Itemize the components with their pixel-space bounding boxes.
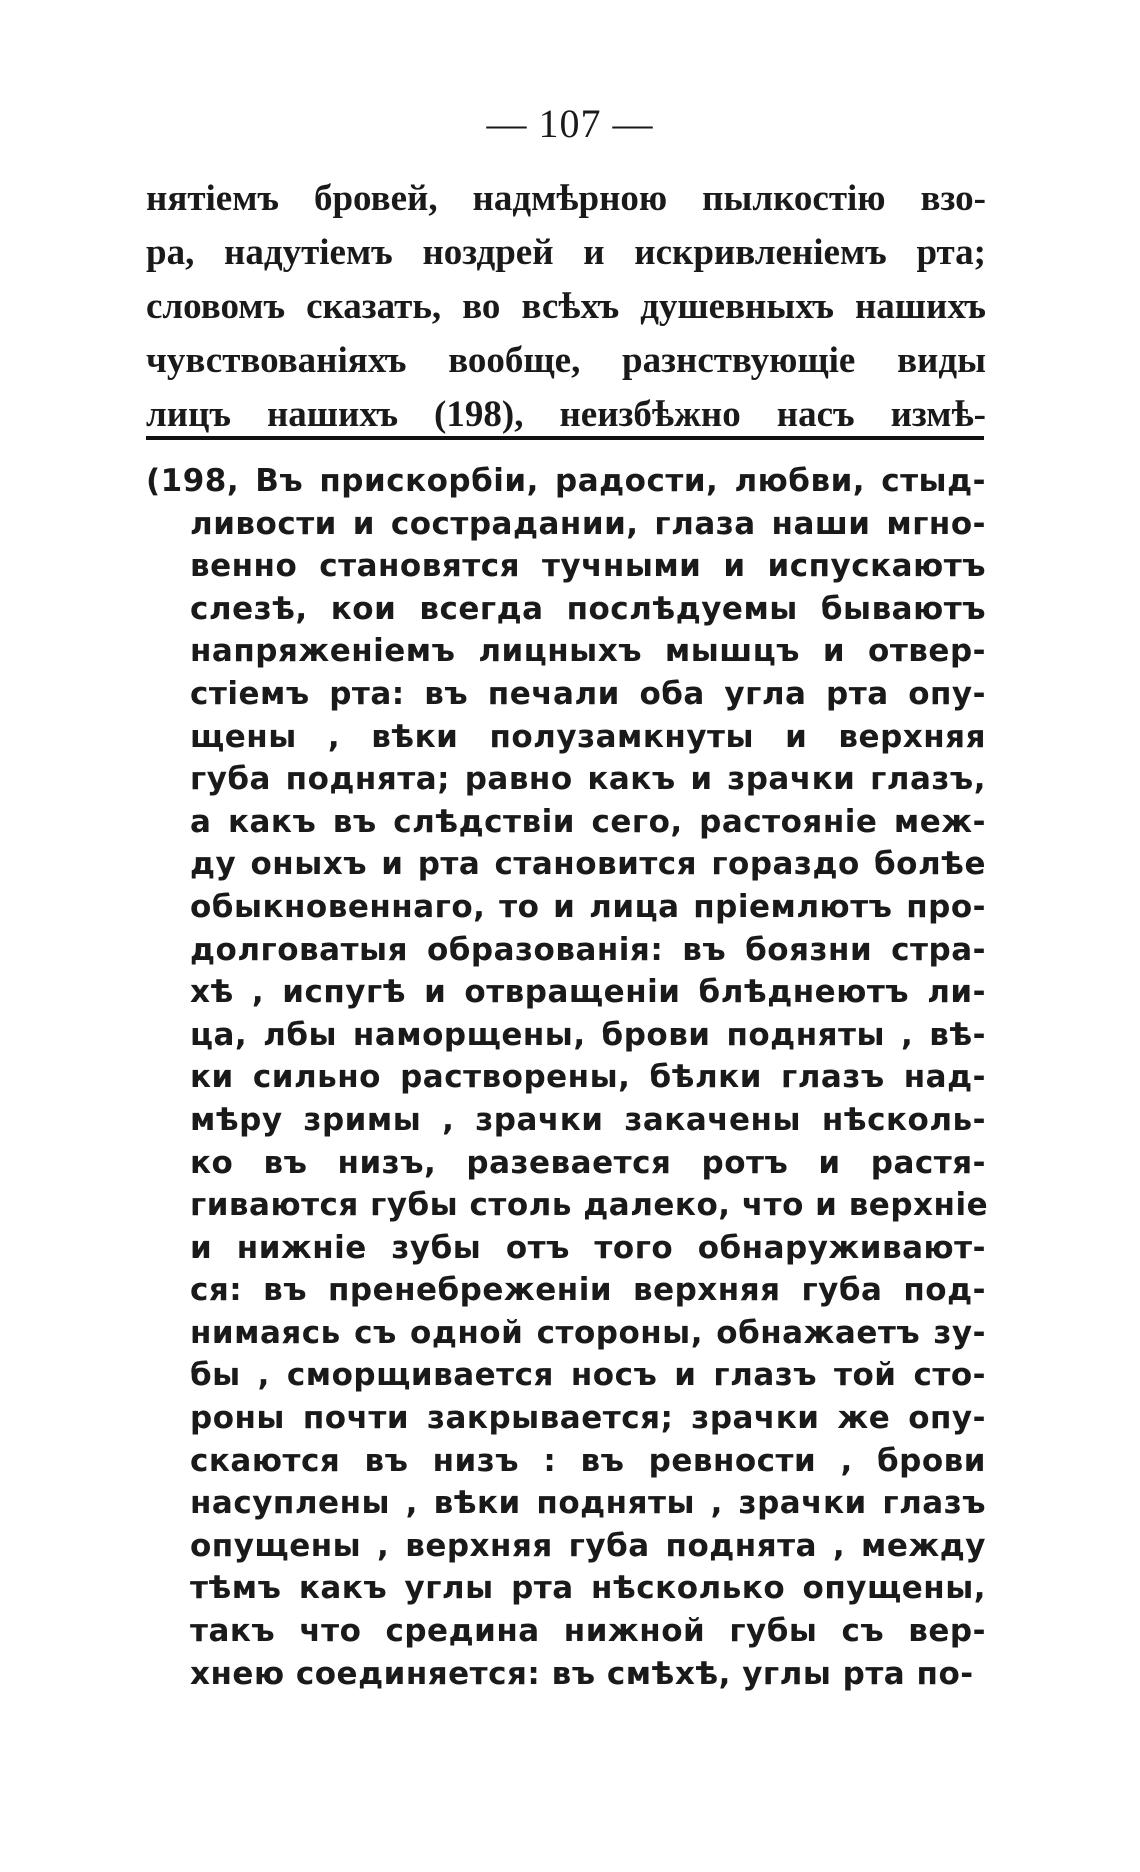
main-text-line: нятіемъ бровей, надмѣрною пылкостію взо- — [146, 178, 986, 219]
footnote-line: скаются въ низъ : въ ревности , брови — [190, 1442, 986, 1479]
footnote-line: хѣ , испугѣ и отвращеніи блѣднеютъ ли- — [190, 974, 986, 1011]
footnote-line: (198, Въ прискорбіи, радости, любви, стыд- — [146, 463, 986, 499]
footnote-line: мѣру зримы , зрачки закачены нѣсколь- — [190, 1101, 986, 1138]
footnote-line: бы , сморщивается носъ и глазъ той сто- — [190, 1357, 986, 1394]
footnote-line: такъ что средина нижной губы съ вер- — [190, 1613, 986, 1650]
footnote-line: гиваются губы столь далеко, что и верхніе — [190, 1187, 989, 1224]
main-text-line: словомъ сказать, во всѣхъ душевныхъ нашихъ — [146, 286, 986, 327]
footnote-line: обыкновеннаго, то и лица пріемлютъ про- — [190, 888, 986, 925]
footnote-line: тѣмъ какъ углы рта нѣсколько опущены, — [190, 1570, 986, 1607]
footnote-198 — [146, 460, 989, 1695]
footnote-line: венно становятся тучными и испускаютъ — [190, 548, 986, 585]
footnote-line: губа поднята; равно какъ и зрачки глазъ, — [190, 761, 986, 798]
footnote-line: хнею соединяется: въ смѣхѣ, углы рта по- — [190, 1655, 974, 1692]
page-number: — 107 — — [486, 101, 654, 146]
main-text-line: ра, надутіемъ ноздрей и искривленіемъ рта; — [146, 232, 986, 273]
main-text-line: чувствованіяхъ вообще, разнствующіе виды — [146, 340, 986, 381]
footnote-line: ца, лбы наморщены, брови подняты , вѣ- — [190, 1016, 986, 1053]
footnote-line: долговатыя образованія: въ боязни стра- — [190, 931, 986, 968]
footnote-line: роны почти закрывается; зрачки же опу- — [190, 1400, 986, 1437]
footnote-line: щены , вѣки полузамкнуты и верхняя — [190, 718, 986, 755]
footnote-line: а какъ въ слѣдствіи сего, растояніе меж- — [190, 803, 986, 840]
footnote-line: ливости и сострадании, глаза наши мгно- — [190, 505, 986, 542]
footnote-line: напряженіемъ лицныхъ мышцъ и отвер- — [190, 633, 986, 670]
footnote-line: и нижніе зубы отъ того обнаруживают- — [190, 1229, 986, 1266]
footnote-line: нимаясь съ одной стороны, обнажаетъ зу- — [190, 1314, 986, 1351]
main-text-line: лицъ нашихъ (198), неизбѣжно насъ измѣ- — [146, 394, 986, 435]
footnote-line: ко въ низъ, разевается ротъ и растя- — [190, 1144, 986, 1181]
footnote-line: ду оныхъ и рта становится гораздо болѣе — [190, 846, 986, 883]
footnote-line: насуплены , вѣки подняты , зрачки глазъ — [190, 1485, 986, 1522]
footnote-line: стіемъ рта: въ печали оба угла рта опу- — [190, 675, 986, 712]
footnote-line: ки сильно растворены, бѣлки глазъ над- — [190, 1059, 986, 1096]
footnote-line: слезѣ, кои всегда послѣдуемы бываютъ — [190, 590, 986, 627]
footnote-divider — [146, 436, 984, 440]
footnote-line: опущены , верхняя губа поднята , между — [190, 1527, 986, 1564]
main-text — [146, 172, 986, 442]
footnote-line: ся: въ пренебреженіи верхняя губа под- — [190, 1272, 986, 1309]
